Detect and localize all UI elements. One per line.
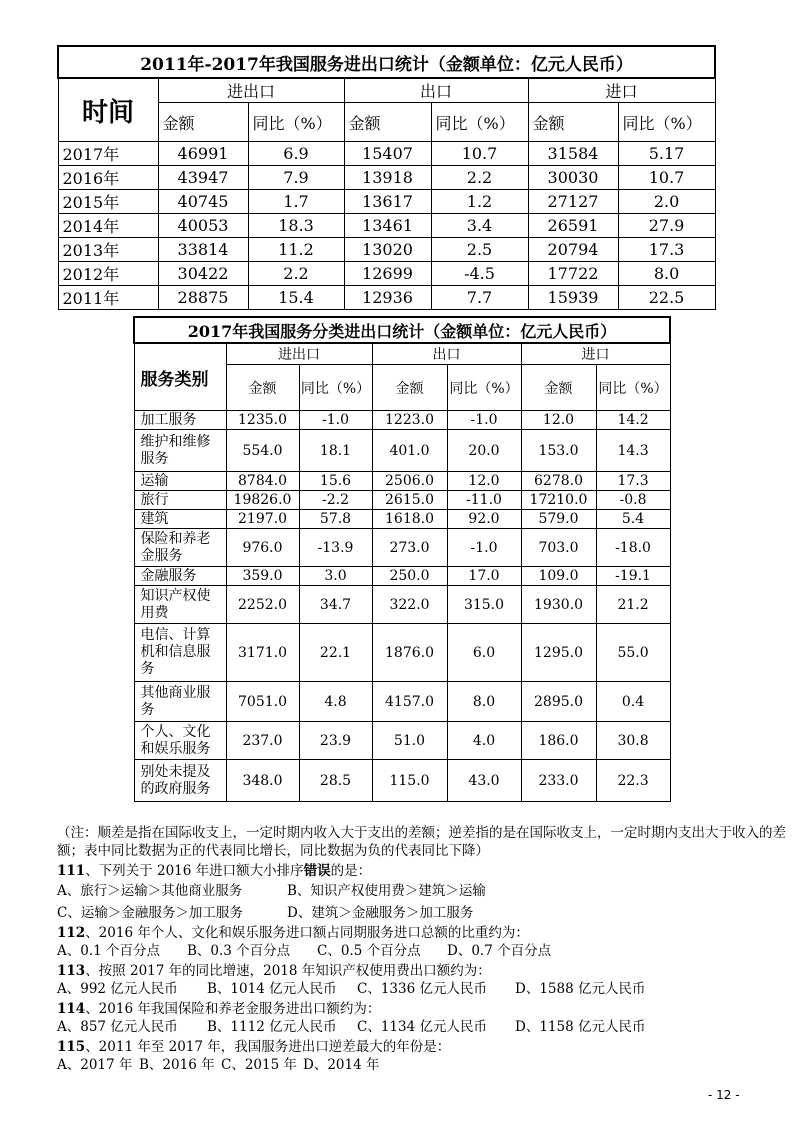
services-trade-table-2011-2017 bbox=[57, 45, 716, 310]
value-cell: 10.7 bbox=[618, 166, 715, 190]
table-row bbox=[134, 624, 670, 682]
option-a[interactable]: A、0.1 个百分点 bbox=[57, 943, 161, 959]
value-cell: 22.3 bbox=[596, 760, 670, 802]
table-row bbox=[58, 142, 715, 166]
value-cell: 1295.0 bbox=[521, 624, 596, 682]
value-cell: 4.0 bbox=[447, 722, 521, 760]
value-cell: 15407 bbox=[344, 142, 431, 166]
category-cell: 个人、文化 和娱乐服务 bbox=[134, 722, 226, 760]
value-cell: 30030 bbox=[528, 166, 618, 190]
value-cell: 2.0 bbox=[618, 190, 715, 214]
value-cell: 3.4 bbox=[431, 214, 528, 238]
category-cell: 知识产权使 用费 bbox=[134, 586, 226, 624]
value-cell: -19.1 bbox=[596, 567, 670, 586]
table-row bbox=[134, 722, 670, 760]
value-cell: 703.0 bbox=[521, 529, 596, 567]
value-cell: 359.0 bbox=[226, 567, 299, 586]
year-cell: 2014年 bbox=[58, 214, 158, 238]
sub-header: 金额 bbox=[158, 103, 248, 142]
group-header-import-export: 进出口 bbox=[158, 78, 344, 103]
value-cell: 6.9 bbox=[248, 142, 344, 166]
table2-title: 2017年我国服务分类进出口统计（金额单位：亿元人民币） bbox=[134, 317, 670, 343]
value-cell: 1235.0 bbox=[226, 411, 299, 430]
value-cell: 1.7 bbox=[248, 190, 344, 214]
value-cell: 115.0 bbox=[372, 760, 447, 802]
value-cell: 2895.0 bbox=[521, 682, 596, 722]
value-cell: 3171.0 bbox=[226, 624, 299, 682]
category-cell: 保险和养老 金服务 bbox=[134, 529, 226, 567]
option-c[interactable]: C、1336 亿元人民币 bbox=[357, 981, 487, 997]
question-112-options bbox=[57, 942, 551, 960]
option-b[interactable]: B、1112 亿元人民币 bbox=[207, 1019, 337, 1035]
value-cell: 4.8 bbox=[299, 682, 372, 722]
value-cell: 13918 bbox=[344, 166, 431, 190]
value-cell: 12.0 bbox=[447, 472, 521, 491]
value-cell: 23.9 bbox=[299, 722, 372, 760]
service-category-trade-table-2017 bbox=[133, 316, 671, 802]
value-cell: 57.8 bbox=[299, 510, 372, 529]
value-cell: 20794 bbox=[528, 238, 618, 262]
sub-header: 金额 bbox=[528, 103, 618, 142]
option-b[interactable]: B、2016 年 bbox=[139, 1057, 215, 1073]
value-cell: 1.2 bbox=[431, 190, 528, 214]
option-d[interactable]: D、0.7 个百分点 bbox=[447, 943, 552, 959]
value-cell: 17210.0 bbox=[521, 491, 596, 510]
value-cell: 1618.0 bbox=[372, 510, 447, 529]
option-c[interactable]: C、1134 亿元人民币 bbox=[357, 1019, 487, 1035]
value-cell: 31584 bbox=[528, 142, 618, 166]
table-row bbox=[134, 682, 670, 722]
question-115-options bbox=[57, 1056, 379, 1074]
value-cell: 237.0 bbox=[226, 722, 299, 760]
value-cell: 27.9 bbox=[618, 214, 715, 238]
option-b[interactable]: B、0.3 个百分点 bbox=[187, 943, 291, 959]
table-row bbox=[134, 529, 670, 567]
sub-header: 金额 bbox=[344, 103, 431, 142]
option-a[interactable]: A、旅行＞运输＞其他商业服务 bbox=[57, 883, 243, 899]
question-111: 111、下列关于 2016 年进口额大小排序错误的是： bbox=[57, 863, 372, 879]
category-cell: 维护和维修 服务 bbox=[134, 430, 226, 472]
value-cell: 17722 bbox=[528, 262, 618, 286]
value-cell: -18.0 bbox=[596, 529, 670, 567]
value-cell: 6.0 bbox=[447, 624, 521, 682]
value-cell: 1930.0 bbox=[521, 586, 596, 624]
value-cell: 13461 bbox=[344, 214, 431, 238]
option-d[interactable]: D、1158 亿元人民币 bbox=[515, 1019, 646, 1035]
value-cell: 976.0 bbox=[226, 529, 299, 567]
year-cell: 2013年 bbox=[58, 238, 158, 262]
value-cell: 348.0 bbox=[226, 760, 299, 802]
value-cell: 13617 bbox=[344, 190, 431, 214]
value-cell: 273.0 bbox=[372, 529, 447, 567]
value-cell: 14.2 bbox=[596, 411, 670, 430]
table1-body bbox=[58, 142, 715, 310]
value-cell: 22.1 bbox=[299, 624, 372, 682]
sub-header: 同比（%） bbox=[596, 365, 670, 411]
value-cell: 2506.0 bbox=[372, 472, 447, 491]
value-cell: 43.0 bbox=[447, 760, 521, 802]
option-d[interactable]: D、2014 年 bbox=[303, 1057, 380, 1073]
table-row bbox=[134, 472, 670, 491]
value-cell: 26591 bbox=[528, 214, 618, 238]
value-cell: -13.9 bbox=[299, 529, 372, 567]
value-cell: 0.4 bbox=[596, 682, 670, 722]
value-cell: 5.17 bbox=[618, 142, 715, 166]
sub-header: 金额 bbox=[521, 365, 596, 411]
year-cell: 2011年 bbox=[58, 286, 158, 310]
table-row bbox=[134, 510, 670, 529]
question-114-options bbox=[57, 1018, 645, 1036]
category-cell: 运输 bbox=[134, 472, 226, 491]
value-cell: -11.0 bbox=[447, 491, 521, 510]
sub-header: 同比（%） bbox=[299, 365, 372, 411]
value-cell: 10.7 bbox=[431, 142, 528, 166]
value-cell: 11.2 bbox=[248, 238, 344, 262]
option-d[interactable]: D、建筑＞金融服务＞加工服务 bbox=[287, 905, 474, 921]
time-header: 时间 bbox=[58, 78, 158, 142]
value-cell: 2.5 bbox=[431, 238, 528, 262]
question-112: 112、2016 年个人、文化和娱乐服务进口额占同期服务进口总额的比重约为： bbox=[57, 925, 529, 941]
sub-header: 同比（%） bbox=[248, 103, 344, 142]
value-cell: 579.0 bbox=[521, 510, 596, 529]
value-cell: 4157.0 bbox=[372, 682, 447, 722]
table1-title: 2011年-2017年我国服务进出口统计（金额单位：亿元人民币） bbox=[58, 46, 715, 78]
value-cell: 15939 bbox=[528, 286, 618, 310]
value-cell: 18.3 bbox=[248, 214, 344, 238]
category-cell: 别处未提及 的政府服务 bbox=[134, 760, 226, 802]
question-113-options bbox=[57, 980, 645, 998]
value-cell: 27127 bbox=[528, 190, 618, 214]
category-cell: 金融服务 bbox=[134, 567, 226, 586]
value-cell: 5.4 bbox=[596, 510, 670, 529]
option-b[interactable]: B、知识产权使用费＞建筑＞运输 bbox=[287, 883, 486, 899]
category-cell: 电信、计算 机和信息服 务 bbox=[134, 624, 226, 682]
sub-header: 金额 bbox=[372, 365, 447, 411]
value-cell: 40745 bbox=[158, 190, 248, 214]
value-cell: 20.0 bbox=[447, 430, 521, 472]
value-cell: 109.0 bbox=[521, 567, 596, 586]
group-header-export: 出口 bbox=[344, 78, 528, 103]
table-row bbox=[134, 411, 670, 430]
category-cell: 旅行 bbox=[134, 491, 226, 510]
value-cell: 1876.0 bbox=[372, 624, 447, 682]
table-row bbox=[58, 262, 715, 286]
value-cell: 17.0 bbox=[447, 567, 521, 586]
year-cell: 2016年 bbox=[58, 166, 158, 190]
value-cell: 30422 bbox=[158, 262, 248, 286]
value-cell: 18.1 bbox=[299, 430, 372, 472]
value-cell: 17.3 bbox=[618, 238, 715, 262]
question-115: 115、2011 年至 2017 年，我国服务进出口逆差最大的年份是： bbox=[57, 1039, 451, 1055]
option-b[interactable]: B、1014 亿元人民币 bbox=[207, 981, 337, 997]
option-c[interactable]: C、运输＞金融服务＞加工服务 bbox=[57, 905, 243, 921]
value-cell: 7.9 bbox=[248, 166, 344, 190]
question-111-options-row2 bbox=[57, 904, 473, 922]
value-cell: 2197.0 bbox=[226, 510, 299, 529]
year-cell: 2012年 bbox=[58, 262, 158, 286]
sub-header: 同比（%） bbox=[618, 103, 715, 142]
value-cell: -2.2 bbox=[299, 491, 372, 510]
group-header-import-export: 进出口 bbox=[226, 343, 372, 365]
sub-header: 金额 bbox=[226, 365, 299, 411]
table-row bbox=[134, 430, 670, 472]
year-cell: 2017年 bbox=[58, 142, 158, 166]
sub-header: 同比（%） bbox=[431, 103, 528, 142]
table-row bbox=[134, 491, 670, 510]
sub-header: 同比（%） bbox=[447, 365, 521, 411]
option-a[interactable]: A、2017 年 bbox=[57, 1057, 133, 1073]
value-cell: 2615.0 bbox=[372, 491, 447, 510]
value-cell: 7.7 bbox=[431, 286, 528, 310]
value-cell: 55.0 bbox=[596, 624, 670, 682]
value-cell: 2.2 bbox=[431, 166, 528, 190]
value-cell: -4.5 bbox=[431, 262, 528, 286]
value-cell: 92.0 bbox=[447, 510, 521, 529]
value-cell: -1.0 bbox=[299, 411, 372, 430]
table-row bbox=[58, 166, 715, 190]
value-cell: -0.8 bbox=[596, 491, 670, 510]
value-cell: 6278.0 bbox=[521, 472, 596, 491]
table-row bbox=[58, 214, 715, 238]
value-cell: 51.0 bbox=[372, 722, 447, 760]
table-row bbox=[58, 286, 715, 310]
value-cell: 2.2 bbox=[248, 262, 344, 286]
value-cell: -1.0 bbox=[447, 529, 521, 567]
value-cell: 8.0 bbox=[618, 262, 715, 286]
group-header-import: 进口 bbox=[521, 343, 670, 365]
value-cell: 34.7 bbox=[299, 586, 372, 624]
year-cell: 2015年 bbox=[58, 190, 158, 214]
value-cell: 250.0 bbox=[372, 567, 447, 586]
value-cell: 554.0 bbox=[226, 430, 299, 472]
value-cell: 186.0 bbox=[521, 722, 596, 760]
category-cell: 其他商业服 务 bbox=[134, 682, 226, 722]
option-d[interactable]: D、1588 亿元人民币 bbox=[515, 981, 646, 997]
value-cell: 1223.0 bbox=[372, 411, 447, 430]
table-row bbox=[134, 567, 670, 586]
question-113: 113、按照 2017 年的同比增速，2018 年知识产权使用费出口额约为： bbox=[57, 963, 491, 979]
value-cell: 153.0 bbox=[521, 430, 596, 472]
table2-body bbox=[134, 411, 670, 802]
question-111-options-row1 bbox=[57, 882, 486, 900]
category-cell: 建筑 bbox=[134, 510, 226, 529]
table-row bbox=[58, 190, 715, 214]
category-header: 服务类别 bbox=[134, 343, 226, 411]
value-cell: 46991 bbox=[158, 142, 248, 166]
value-cell: 28.5 bbox=[299, 760, 372, 802]
value-cell: 322.0 bbox=[372, 586, 447, 624]
table-row bbox=[134, 586, 670, 624]
value-cell: -1.0 bbox=[447, 411, 521, 430]
value-cell: 2252.0 bbox=[226, 586, 299, 624]
question-114: 114、2016 年我国保险和养老金服务进出口额约为： bbox=[57, 1001, 381, 1017]
table-row bbox=[134, 760, 670, 802]
value-cell: 401.0 bbox=[372, 430, 447, 472]
value-cell: 15.6 bbox=[299, 472, 372, 491]
value-cell: 21.2 bbox=[596, 586, 670, 624]
group-header-import: 进口 bbox=[528, 78, 715, 103]
page-number: - 12 - bbox=[708, 1088, 740, 1102]
option-a[interactable]: A、857 亿元人民币 bbox=[57, 1019, 178, 1035]
value-cell: 19826.0 bbox=[226, 491, 299, 510]
value-cell: 43947 bbox=[158, 166, 248, 190]
table-row bbox=[58, 238, 715, 262]
value-cell: 7051.0 bbox=[226, 682, 299, 722]
value-cell: 33814 bbox=[158, 238, 248, 262]
category-cell: 加工服务 bbox=[134, 411, 226, 430]
value-cell: 40053 bbox=[158, 214, 248, 238]
option-c[interactable]: C、2015 年 bbox=[221, 1057, 297, 1073]
value-cell: 315.0 bbox=[447, 586, 521, 624]
value-cell: 12699 bbox=[344, 262, 431, 286]
value-cell: 233.0 bbox=[521, 760, 596, 802]
option-c[interactable]: C、0.5 个百分点 bbox=[317, 943, 421, 959]
group-header-export: 出口 bbox=[372, 343, 521, 365]
value-cell: 13020 bbox=[344, 238, 431, 262]
value-cell: 15.4 bbox=[248, 286, 344, 310]
value-cell: 3.0 bbox=[299, 567, 372, 586]
table-note: （注：顺差是指在国际收支上，一定时期内收入大于支出的差额；逆差指的是在国际收支上，一定时期内支出大于收入的差额；表中同比数据为正的代表同比增长，同比数据为负的代表同比下降） bbox=[57, 825, 786, 859]
value-cell: 8784.0 bbox=[226, 472, 299, 491]
option-a[interactable]: A、992 亿元人民币 bbox=[57, 981, 178, 997]
value-cell: 22.5 bbox=[618, 286, 715, 310]
value-cell: 12936 bbox=[344, 286, 431, 310]
value-cell: 12.0 bbox=[521, 411, 596, 430]
value-cell: 30.8 bbox=[596, 722, 670, 760]
value-cell: 28875 bbox=[158, 286, 248, 310]
value-cell: 8.0 bbox=[447, 682, 521, 722]
value-cell: 17.3 bbox=[596, 472, 670, 491]
value-cell: 14.3 bbox=[596, 430, 670, 472]
